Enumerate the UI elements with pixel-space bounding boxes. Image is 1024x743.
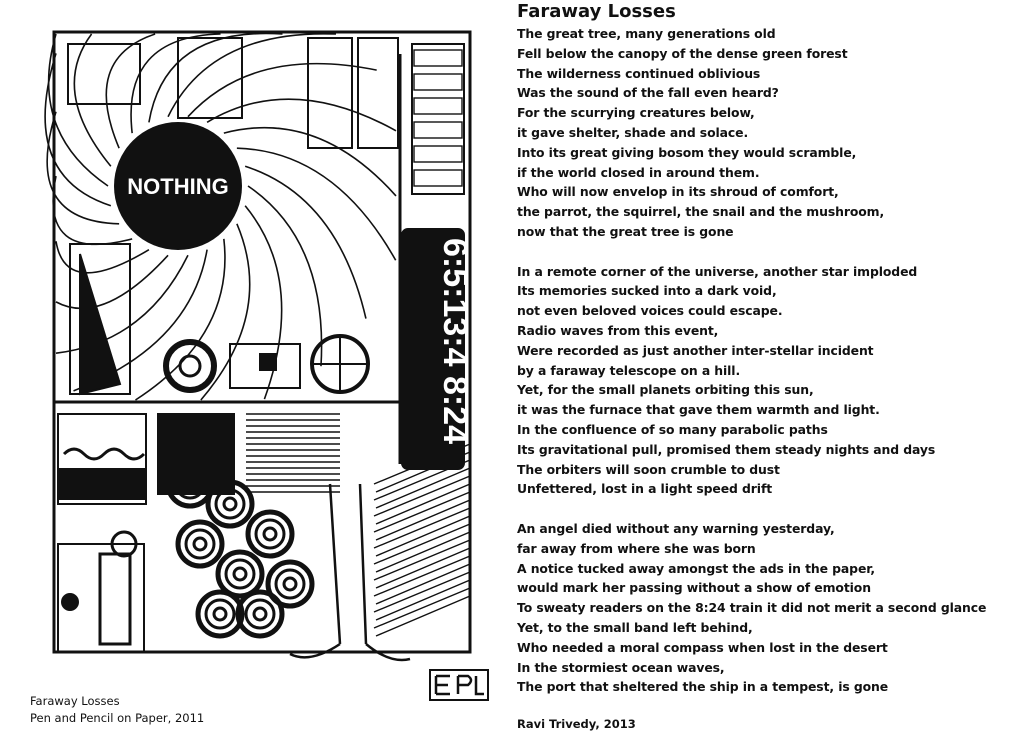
poem-line: Were recorded as just another inter-stellar incident (517, 342, 874, 358)
poem-line: Its memories sucked into a dark void, (517, 283, 777, 299)
poem-line: Fell below the canopy of the dense green forest (517, 45, 848, 61)
poem-line: not even beloved voices could escape. (517, 303, 783, 319)
poem-line: if the world closed in around them. (517, 164, 760, 180)
poem-title: Faraway Losses (517, 1, 676, 22)
poem-line: In the confluence of so many parabolic paths (517, 421, 828, 437)
caption-title: Faraway Losses (30, 694, 120, 708)
poem-line: An angel died without any warning yesterday, (517, 520, 835, 536)
poem-author: Ravi Trivedy, 2013 (517, 717, 636, 731)
poem-line: Was the sound of the fall even heard? (517, 85, 779, 101)
poem-line: now that the great tree is gone (517, 223, 734, 239)
poem-line: the parrot, the squirrel, the snail and the mushroom, (517, 204, 885, 220)
poem-line: Its gravitational pull, promised them steady nights and days (517, 441, 936, 457)
poem-line: by a faraway telescope on a hill. (517, 362, 741, 378)
poem-line: To sweaty readers on the 8:24 train it did not merit a second glance (517, 600, 987, 616)
poem-line: In a remote corner of the universe, another star imploded (517, 263, 918, 279)
poem (517, 0, 1017, 717)
poem-line: Unfettered, lost in a light speed drift (517, 481, 773, 497)
poem-stanzas (517, 24, 1017, 697)
poem-line: For the scurrying creatures below, (517, 105, 755, 121)
poem-line: Yet, to the small band left behind, (517, 619, 753, 635)
poem-line: Who needed a moral compass when lost in the desert (517, 639, 888, 655)
poem-line: The wilderness continued oblivious (517, 65, 761, 81)
poem-stanza (517, 24, 1017, 242)
poem-line: The port that sheltered the ship in a tempest, is gone (517, 679, 889, 695)
poem-stanza (517, 262, 1017, 500)
poem-line: far away from where she was born (517, 540, 756, 556)
poem-line: Radio waves from this event, (517, 322, 719, 338)
poem-stanza (517, 519, 1017, 697)
signature-icon (428, 668, 490, 702)
caption-medium: Pen and Pencil on Paper, 2011 (30, 711, 205, 725)
vertical-numbers: 6:5:13:4 8:24 (436, 238, 474, 445)
artwork-caption (30, 693, 204, 727)
poem-line: In the stormiest ocean waves, (517, 659, 725, 675)
poem-line: The great tree, many generations old (517, 26, 776, 41)
poem-line: it was the furnace that gave them warmth and light. (517, 402, 880, 418)
poem-line: The orbiters will soon crumble to dust (517, 461, 780, 477)
poem-line: Yet, for the small planets orbiting this sun, (517, 382, 814, 398)
sun-text: NOTHING (127, 174, 229, 199)
poem-line: A notice tucked away amongst the ads in the paper, (517, 560, 876, 576)
poem-line: would mark her passing without a show of emotion (517, 580, 871, 596)
poem-line: Into its great giving bosom they would scramble, (517, 144, 857, 160)
poem-line: Who will now envelop in its shroud of comfort, (517, 184, 839, 200)
poem-line: it gave shelter, shade and solace. (517, 124, 749, 140)
artwork-illustration (40, 14, 480, 684)
